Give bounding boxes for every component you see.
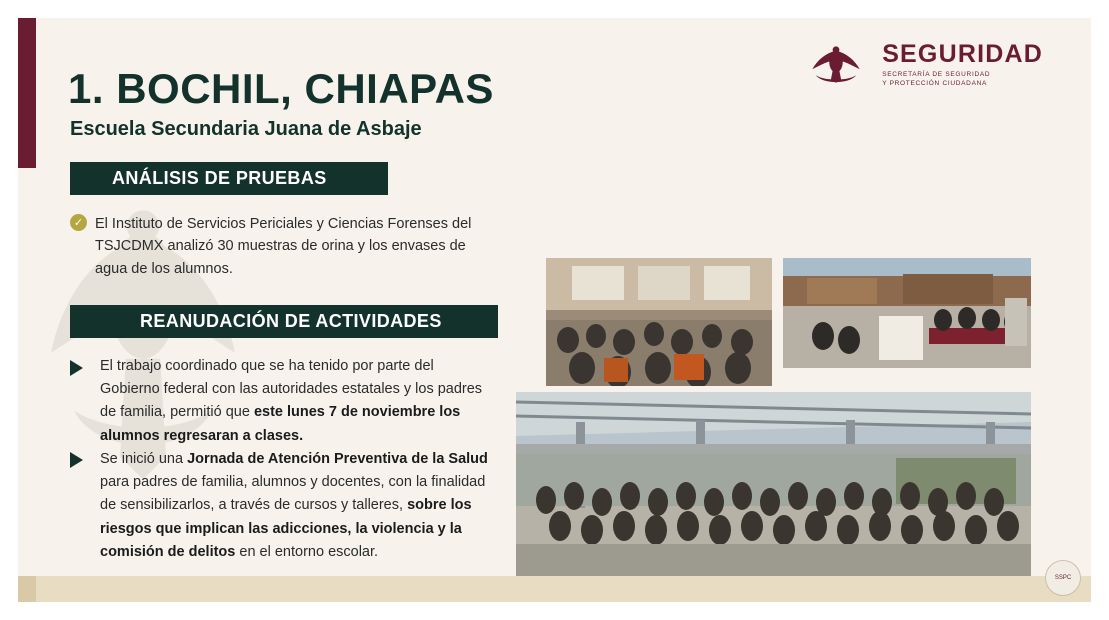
bottom-strip-accent [18, 576, 36, 602]
paragraph-2-bold: este lunes 7 de noviembre los alumnos regresaran a clases. [100, 404, 461, 444]
section-heading-analisis: ANÁLISIS DE PRUEBAS [70, 162, 388, 195]
bottom-strip [18, 576, 1091, 602]
paragraph-3-text-1: Se inició una [100, 451, 188, 467]
paragraph-reanudacion-2 [100, 448, 490, 564]
footer-seal-icon: SSPC [1045, 560, 1081, 596]
paragraph-3-bold-2: sobre los riesgos que implican las adicciones, la violencia y la comisión de delitos [100, 497, 472, 560]
check-icon: ✓ [70, 214, 87, 231]
paragraph-analisis: El Instituto de Servicios Periciales y Ciencias Forenses del TSJCDMX analizó 30 muestras de orina y los envases de agua de los alumnos. [95, 216, 472, 277]
photo-school-assembly-courtyard [516, 392, 1031, 578]
arrow-bullet-icon-1 [70, 360, 83, 376]
page-title: 1. BOCHIL, CHIAPAS [68, 65, 494, 112]
mexican-coat-of-arms-icon [802, 43, 870, 87]
paragraph-3-text-3: en el entorno escolar. [235, 543, 379, 560]
paragraph-2-text: El trabajo coordinado que se ha tenido por parte del Gobierno federal con las autoridades estatales y los padres de familia, permitió que [100, 358, 483, 421]
left-accent-bar [18, 18, 36, 168]
gov-logo [802, 42, 1043, 89]
gov-logo-subtitle-2: Y PROTECCIÓN CIUDADANA [882, 79, 988, 87]
section-heading-reanudacion: REANUDACIÓN DE ACTIVIDADES [70, 305, 498, 338]
photo-outdoor-registration-stand [783, 258, 1031, 368]
photo-classroom-meeting [546, 258, 772, 386]
paragraph-reanudacion-1 [100, 355, 490, 448]
gov-logo-title: SEGURIDAD [882, 40, 1043, 68]
left-accent-bar-lower [18, 168, 36, 602]
paragraph-3-text-2: para padres de familia, alumnos y docentes, con la finalidad de sensibilizarlos, a través de cursos y talleres, [100, 474, 486, 514]
paragraph-3-bold-1: Jornada de Atención Preventiva de la Salud [187, 451, 488, 467]
gov-logo-subtitle-1: SECRETARÍA DE SEGURIDAD [882, 71, 991, 78]
gov-logo-text [882, 42, 1043, 89]
page-subtitle: Escuela Secundaria Juana de Asbaje [70, 118, 422, 140]
arrow-bullet-icon-2 [70, 452, 83, 468]
